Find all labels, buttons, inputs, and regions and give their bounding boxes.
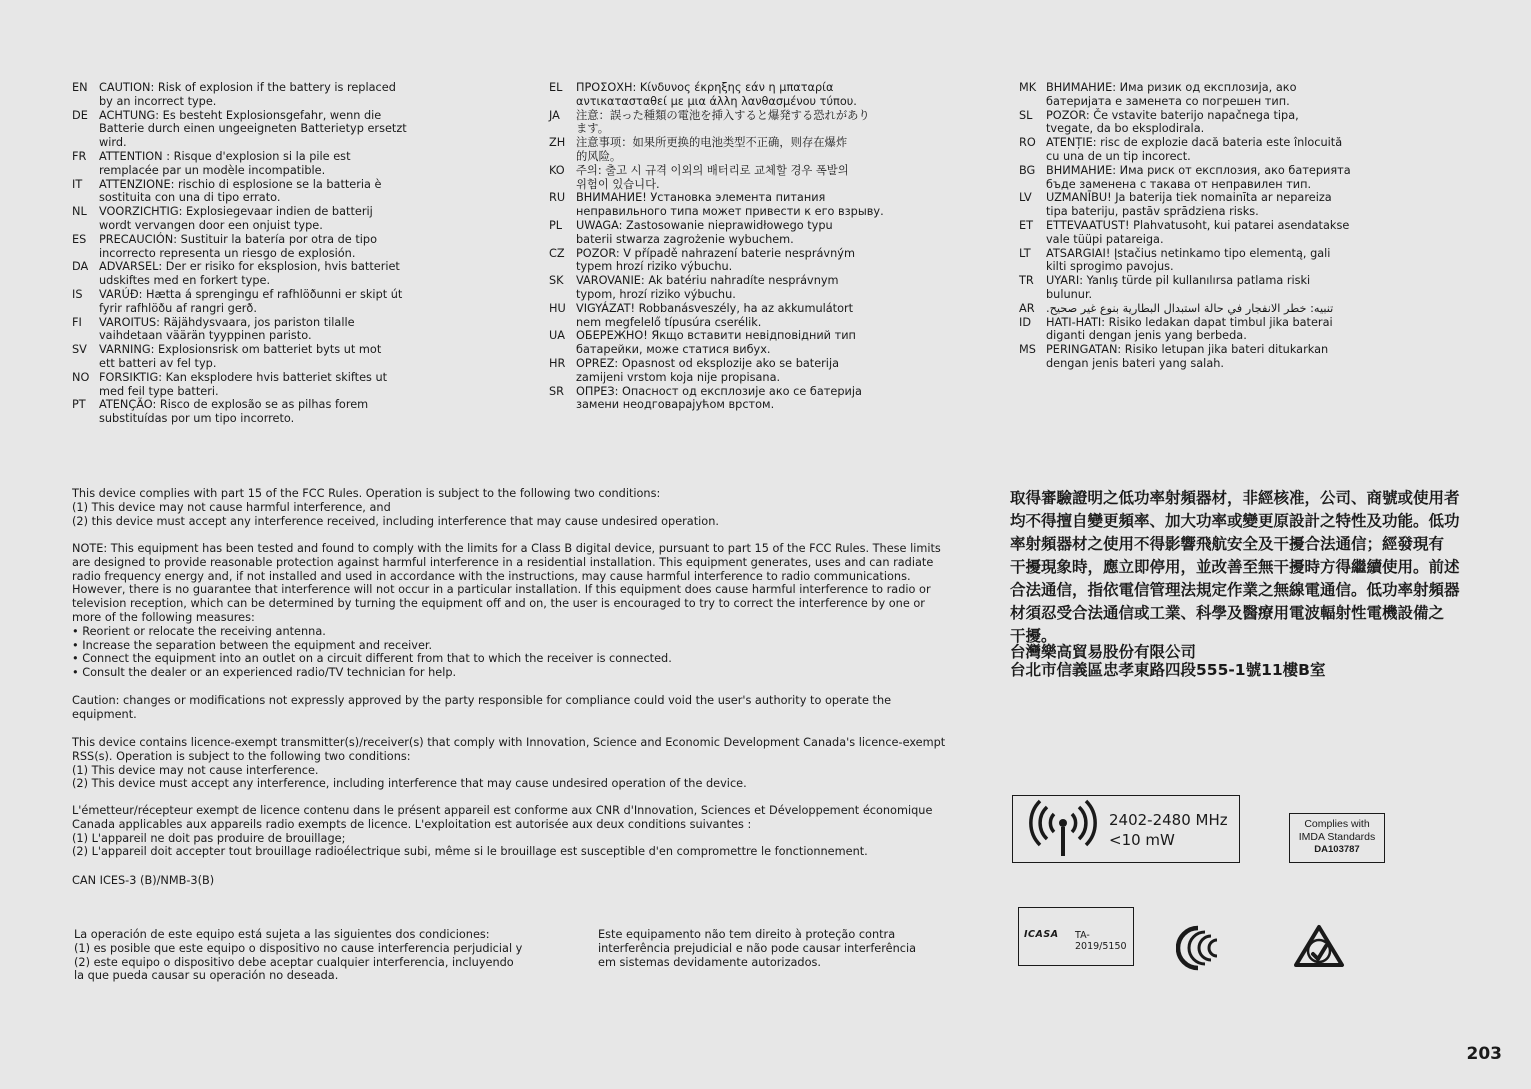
language-code: AR	[1019, 301, 1035, 315]
icasa-code: TA-2019/5150	[1075, 930, 1127, 952]
warning-text: VOORZICHTIG: Explosiegevaar indien de batterij wordt vervangen door een onjuist type.	[99, 205, 373, 232]
warning-text: ВНИМАНИЕ: Има ризик од експлозија, ако батеријата е заменета со погрешен тип.	[1046, 81, 1297, 108]
warning-row	[72, 316, 432, 344]
language-code: ID	[1019, 315, 1032, 329]
language-code: DA	[72, 260, 89, 274]
language-code: KO	[549, 163, 565, 177]
language-code: ES	[72, 232, 87, 246]
warning-text: CAUTION: Risk of explosion if the battery is replaced by an incorrect type.	[99, 81, 396, 108]
warning-text: ADVARSEL: Der er risiko for eksplosion, hvis batteriet udskiftes med en forkert type.	[99, 260, 400, 288]
warning-text: ΠΡΟΣΟΧΗ: Κίνδυνος έκρηξης εάν η μπαταρία αντικατασταθεί με μια άλλη λανθασμένου τύπου.	[576, 81, 857, 108]
warning-text: ATTENZIONE: rischio di esplosione se la batteria è sostituita con una di tipo errato.	[99, 177, 382, 205]
warning-text: OPREZ: Opasnost od eksplozije ako se baterija zamijeni vrstom koja nije propisana.	[576, 356, 840, 384]
warning-text: ATENȚIE: risc de explozie dacă bateria este înlocuită cu una de un tip incorect.	[1046, 136, 1343, 163]
warning-text: UWAGA: Zastosowanie nieprawidłowego typu baterii stwarza zagrożenie wybuchem.	[576, 218, 833, 246]
ised-statement-en: This device contains licence-exempt transmitter(s)/receiver(s) that comply with Innovation, Science and Economic Development Canada's licence-exempt RSS(s). Operation is subject to the following two conditions: (1) This device may not cause interference. (2) This device must accept any interference, including interference that may cause undesired operation of the device.	[72, 736, 946, 791]
warning-row	[549, 219, 909, 247]
imda-code: DA103787	[1314, 844, 1360, 855]
warning-row	[72, 178, 432, 206]
warning-text: ATSARGIAI! Įstačius netinkamo tipo elementą, gali kilti sprogimo pavojus.	[1046, 246, 1331, 274]
warning-text: PRECAUCIÓN: Sustituir la batería por otra de tipo incorrecto representa un riesgo de explosión.	[99, 232, 377, 260]
warning-text: FORSIKTIG: Kan eksplodere hvis batteriet skiftes ut med feil type batteri.	[99, 370, 388, 398]
language-code: LT	[1019, 246, 1031, 260]
language-code: TR	[1019, 274, 1034, 288]
warning-row	[72, 205, 432, 233]
warning-text: UZMANĪBU! Ja baterija tiek nomainīta ar nepareiza tipa bateriju, pastāv sprādziena risks.	[1046, 191, 1332, 219]
warning-text: ATTENTION : Risque d'explosion si la pile est remplacée par un modèle incompatible.	[99, 149, 351, 177]
language-code: EL	[549, 81, 563, 94]
warning-row	[549, 109, 909, 137]
page-number: 203	[1466, 1044, 1502, 1064]
warning-text: ВНИМАНИЕ: Има риск от експлозия, ако батерията бъде заменена с такава от неправилен тип.	[1046, 163, 1351, 191]
can-ices-label: CAN ICES-3 (B)/NMB-3(B)	[72, 874, 215, 887]
language-code: IS	[72, 287, 83, 301]
language-code: ZH	[549, 136, 566, 150]
warning-row	[72, 343, 432, 371]
warnings-column-3	[1019, 81, 1379, 371]
warning-row	[72, 398, 432, 426]
warning-text: 注意：誤った種類の電池を挿入すると爆発する恐れがあり ます。	[576, 108, 870, 136]
warning-row	[1019, 219, 1379, 247]
warning-row	[549, 329, 909, 357]
warning-text: POZOR: V případě nahrazení baterie nesprávným typem hrozí riziko výbuchu.	[576, 246, 855, 274]
language-code: PT	[72, 398, 86, 412]
language-code: LV	[1019, 191, 1032, 205]
language-code: RO	[1019, 136, 1036, 150]
warning-row	[1019, 343, 1379, 371]
warning-row	[72, 150, 432, 178]
warning-row	[72, 109, 432, 150]
taiwan-company-name: 台灣樂高貿易股份有限公司	[1010, 643, 1197, 661]
language-code: MK	[1019, 81, 1037, 94]
ised-statement-fr: L'émetteur/récepteur exempt de licence contenu dans le présent appareil est conforme aux CNR d'Innovation, Sciences et Développement économique Canada applicables aux appareils radio exempts de licence. L'exploitation est autorisée aux deux conditions suivantes : (1) L'appareil ne doit pas produire de brouillage; (2) L'appareil doit accepter tout brouillage radioélectrique subi, même si le brouillage est susceptible d'en compromettre le fonctionnement.	[72, 804, 933, 859]
language-code: FI	[72, 315, 82, 329]
fcc-note: NOTE: This equipment has been tested and found to comply with the limits for a Class B digital device, pursuant to part 15 of the FCC Rules. These limits are designed to provide reasonable protection against harmful interference in a residential installation. This equipment generates, uses and can radiate radio frequency energy and, if not installed and used in accordance with the instructions, may cause harmful interference to radio communications. However, there is no guarantee that interference will not occur in a particular installation. If this equipment does cause harmful interference to radio or television reception, which can be determined by turning the equipment off and on, the user is encouraged to try to correct the interference by one or more of the following measures: • Reorient or relocate the receiving antenna. • Increase the separation between the equipment and receiver. • Connect the equipment into an outlet on a circuit different from that to which the receiver is connected. • Consult the dealer or an experienced radio/TV technician for help.	[72, 542, 941, 680]
icasa-logo: ICASA	[1024, 929, 1059, 940]
warning-text: تنبيه: خطر الانفجار في حالة استبدال البطارية بنوع غير صحيح.	[1046, 301, 1334, 315]
warnings-column-1	[72, 81, 432, 426]
brazil-statement-pt: Este equipamento não tem direito à proteção contra interferência prejudicial e não pode causar interferência em sistemas devidamente autorizados.	[598, 928, 917, 969]
radio-wave-icon	[1023, 798, 1103, 860]
warning-row	[549, 136, 909, 164]
warning-row	[549, 164, 909, 192]
warning-text: UYARI: Yanlış türde pil kullanılırsa patlama riski bulunur.	[1046, 274, 1311, 301]
language-code: NO	[72, 370, 90, 384]
language-code: FR	[72, 149, 87, 163]
rf-power: <10 mW	[1109, 831, 1175, 849]
rf-frequency: 2402-2480 MHz	[1109, 811, 1228, 829]
language-code: DE	[72, 108, 88, 122]
language-code: ET	[1019, 218, 1034, 232]
language-code: SR	[549, 384, 565, 398]
fcc-compliance-statement: This device complies with part 15 of the FCC Rules. Operation is subject to the following two conditions: (1) This device may not cause harmful interference, and (2) this device must accept any interference received, including interference that may cause undesired operation.	[72, 487, 719, 528]
warning-row	[72, 81, 432, 109]
warning-row	[72, 233, 432, 261]
language-code: NL	[72, 205, 87, 219]
language-code: BG	[1019, 163, 1036, 177]
warning-row	[1019, 81, 1379, 109]
warnings-column-2	[549, 81, 909, 412]
warning-row	[72, 371, 432, 399]
warning-row	[72, 288, 432, 316]
warning-text: HATI-HATI: Risiko ledakan dapat timbul jika baterai diganti dengan jenis yang berbeda.	[1046, 315, 1333, 343]
rf-frequency-label	[1012, 795, 1240, 863]
warning-text: VARNING: Explosionsrisk om batteriet byts ut mot ett batteri av fel typ.	[99, 343, 382, 370]
language-code: IT	[72, 177, 83, 191]
warning-row	[549, 357, 909, 385]
warning-text: VAROITUS: Räjähdysvaara, jos pariston tilalle vaihdetaan väärän tyyppinen paristo.	[99, 315, 355, 343]
warning-text: ATENÇÃO: Risco de explosão se as pilhas forem substituídas por um tipo incorreto.	[99, 398, 369, 426]
warning-text: ACHTUNG: Es besteht Explosionsgefahr, wenn die Batterie durch einen ungeeigneten Batterietyp ersetzt wird.	[99, 108, 407, 150]
warning-row	[1019, 316, 1379, 344]
warning-text: PERINGATAN: Risiko letupan jika bateri ditukarkan dengan jenis bateri yang salah.	[1046, 343, 1329, 370]
warning-text: ETTEVAATUST! Plahvatusoht, kui patarei asendatakse vale tüüpi patareiga.	[1046, 218, 1350, 246]
warning-row	[1019, 247, 1379, 275]
warning-row	[549, 274, 909, 302]
icasa-label	[1018, 907, 1134, 966]
warning-row	[549, 385, 909, 413]
warning-row	[1019, 274, 1379, 302]
language-code: MS	[1019, 343, 1036, 357]
warning-row	[549, 302, 909, 330]
fcc-caution: Caution: changes or modifications not expressly approved by the party responsible for compliance could void the user's authority to operate the equipment.	[72, 694, 892, 721]
language-code: JA	[549, 108, 560, 122]
warning-text: ОПРЕЗ: Опасност од експлозије ако се батерија замени неодговарајућом врстом.	[576, 384, 862, 412]
language-code: HR	[549, 356, 566, 370]
warning-row	[549, 247, 909, 275]
ctick-compliance-icon	[1176, 924, 1224, 972]
warning-text: POZOR: Če vstavite baterijo napačnega tipa, tvegate, da bo eksplodirala.	[1046, 108, 1299, 136]
warning-row	[1019, 109, 1379, 137]
mexico-statement-es: La operación de este equipo está sujeta a las siguientes dos condiciones: (1) es posible que este equipo o dispositivo no cause interferencia perjudicial y (2) este equipo o dispositivo debe aceptar cualquier interferencia, incluyendo la que pueda causar su operación no deseada.	[74, 928, 523, 983]
warning-row	[1019, 136, 1379, 164]
warning-row	[1019, 302, 1379, 316]
taiwan-company-address: 台北市信義區忠孝東路四段555-1號11樓B室	[1010, 661, 1326, 679]
language-code: PL	[549, 218, 563, 232]
warning-row	[549, 191, 909, 219]
warning-text: ВНИМАНИЕ! Установка элемента питания неправильного типа может привести к его взрыву.	[576, 191, 884, 219]
warning-row	[1019, 164, 1379, 192]
taiwan-ncc-statement: 取得審驗證明之低功率射頻器材，非經核准，公司、商號或使用者 均不得擅自變更頻率、加大功率或變更原設計之特性及功能。低功 率射頻器材之使用不得影響飛航安全及干擾合法通信；經發現有 干擾現象時，應立即停用，並改善至無干擾時方得繼續使用。前述 合法通信，指依電信管理法規定作業之無線電通信。低功率射頻器 材須忍受合法通信或工業、科學及醫療用電波輻射性電機設備之 干擾。	[1010, 489, 1460, 645]
language-code: UA	[549, 329, 565, 343]
warning-text: VIGYÁZAT! Robbanásveszély, ha az akkumulátort nem megfelelő típusúra cserélik.	[576, 301, 854, 329]
warning-row	[72, 260, 432, 288]
language-code: HU	[549, 301, 566, 315]
warning-text: ОБЕРЕЖНО! Якщо вставити невідповідний тип батарейки, може статися вибух.	[576, 329, 856, 357]
language-code: SK	[549, 274, 564, 288]
language-code: SV	[72, 343, 87, 357]
imda-line2: IMDA Standards	[1298, 831, 1376, 843]
warning-text: VAROVANIE: Ak batériu nahradíte nesprávnym typom, hrozí riziko výbuchu.	[576, 274, 839, 301]
imda-compliance-label	[1289, 813, 1385, 863]
imda-line1: Complies with	[1304, 818, 1370, 830]
rcm-compliance-icon	[1293, 924, 1345, 972]
warning-text: 注意事项：如果所更换的电池类型不正确，则存在爆炸 的风险。	[576, 136, 848, 163]
warning-text: 주의: 출고 시 규격 이외의 배터리로 교체할 경우 폭발의 위험이 있습니다.	[576, 163, 849, 191]
language-code: CZ	[549, 246, 565, 260]
language-code: RU	[549, 191, 566, 205]
warning-row	[549, 81, 909, 109]
warning-text: VARÚÐ: Hætta á sprengingu ef rafhlöðunni er skipt út fyrir rafhlöðu af rangri gerð.	[99, 287, 403, 315]
warning-row	[1019, 191, 1379, 219]
language-code: EN	[72, 81, 88, 94]
language-code: SL	[1019, 108, 1033, 122]
